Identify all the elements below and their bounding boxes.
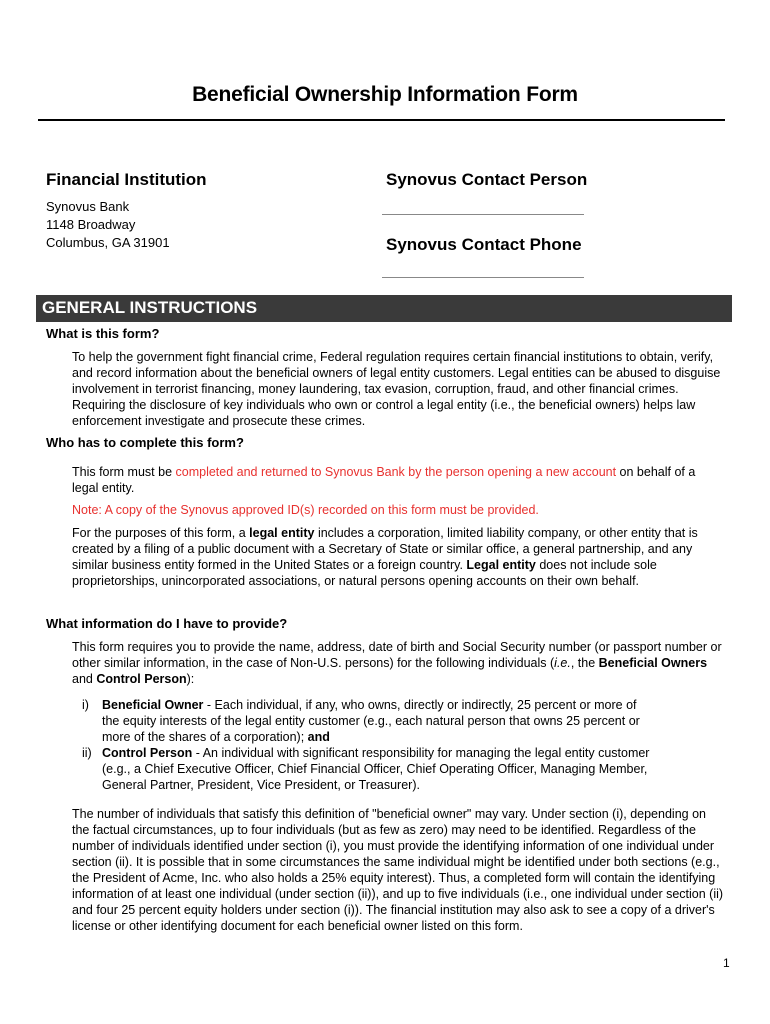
financial-institution-heading: Financial Institution [46, 170, 207, 189]
title-divider [38, 119, 725, 121]
list-term: Beneficial Owner [102, 698, 204, 712]
beneficial-owner-explanation: The number of individuals that satisfy this definition of "beneficial owner" may vary. Under section (i), depending on the factual circumstances, up to four individuals (but as few as zero) may need to be identified. Regardless of the number of individuals identified under section (i), you must provide the identifying information of one individual under section (ii). It is possible that in some circumstances the same individual might be identified under both sections (e.g., the President of Acme, Inc. who also holds a 25% equity interest). Thus, a completed form will contain the identifying information of at least one individual (under section (ii)), and up to five individuals (i.e., one individual under section (ii) and four 25 percent equity holders under section (i)). The financial institution may also ask to see a copy of a driver's license or other identifying document for each beneficial owner listed on this form. [72, 807, 724, 933]
list-item-beneficial-owner [72, 697, 652, 745]
list-marker: i) [82, 698, 89, 712]
list-marker: ii) [82, 746, 92, 760]
legal-entity-text-2: includes a corporation, limited liability company, or other entity that is created by a filing of a public document with a Secretary of State or similar office, a general partnership, and any similar business entity formed in the United States or a foreign country. [72, 526, 698, 572]
question-what-is-form: What is this form? [46, 326, 160, 341]
legal-entity-text-1: For the purposes of this form, a [72, 526, 250, 540]
info-intro [72, 639, 724, 687]
institution-street: 1148 Broadway [46, 217, 136, 232]
institution-city: Columbus, GA 31901 [46, 235, 170, 250]
answer-who-completes [72, 464, 724, 496]
contact-phone-label: Synovus Contact Phone [386, 235, 582, 254]
id-copy-note: Note: A copy of the Synovus approved ID(s) recorded on this form must be provided. [72, 503, 539, 517]
form-title: Beneficial Ownership Information Form [192, 83, 578, 106]
info-intro-text-3: and [72, 672, 97, 686]
question-what-info: What information do I have to provide? [46, 616, 288, 631]
answer-what-is-form: To help the government fight financial crime, Federal regulation requires certain financial institutions to obtain, verify, and record information about the beneficial owners of legal entity customers. Legal entities can be abused to disguise involvement in terrorist financing, money laundering, tax evasion, corruption, fraud, and other financial crimes. Requiring the disclosure of key individuals who own or control a legal entity (i.e., the beneficial owners) helps law enforcement investigate and prosecute these crimes. [72, 350, 721, 428]
list-item-control-person [72, 745, 652, 793]
question-who-completes: Who has to complete this form? [46, 435, 244, 450]
info-intro-control-person: Control Person [96, 672, 187, 686]
info-intro-ie: i.e. [554, 656, 571, 670]
legal-entity-term-2: Legal entity [466, 558, 536, 572]
contact-phone-field[interactable] [382, 277, 584, 278]
who-text-2: on behalf of a legal entity. [72, 465, 696, 495]
list-term: Control Person [102, 746, 193, 760]
legal-entity-text-3: does not include sole proprietorships, unincorporated associations, or natural persons opening accounts on their own behalf. [72, 558, 657, 588]
who-text-red: completed and returned to Synovus Bank by the person opening a new account [175, 465, 617, 479]
legal-entity-term-1: legal entity [249, 526, 315, 540]
who-text-1: This form must be [72, 465, 176, 479]
info-intro-text-2: , the [570, 656, 599, 670]
list-text: - Each individual, if any, who owns, directly or indirectly, 25 percent or more of the equity interests of the legal entity customer (e.g., each natural person that owns 25 percent or more of the shares of a corporation); [102, 698, 640, 744]
info-intro-text-1: This form requires you to provide the name, address, date of birth and Social Security number (or passport number or other similar information, in the case of Non-U.S. persons) for the following individuals ( [72, 640, 722, 670]
info-intro-beneficial-owners: Beneficial Owners [598, 656, 708, 670]
contact-person-label: Synovus Contact Person [386, 170, 588, 189]
list-text: - An individual with significant responsibility for managing the legal entity customer (e.g., a Chief Executive Officer, Chief Financial Officer, Chief Operating Officer, Managing Member, General Partner, President, Vice President, or Treasurer). [102, 746, 650, 792]
legal-entity-definition [72, 525, 724, 589]
general-instructions-header: GENERAL INSTRUCTIONS [36, 295, 732, 322]
page-number: 1 [723, 956, 730, 970]
institution-name: Synovus Bank [46, 199, 130, 214]
financial-institution-address [46, 198, 170, 252]
contact-person-field[interactable] [382, 214, 584, 215]
list-suffix: and [307, 730, 330, 744]
info-intro-text-4: ): [186, 672, 195, 686]
